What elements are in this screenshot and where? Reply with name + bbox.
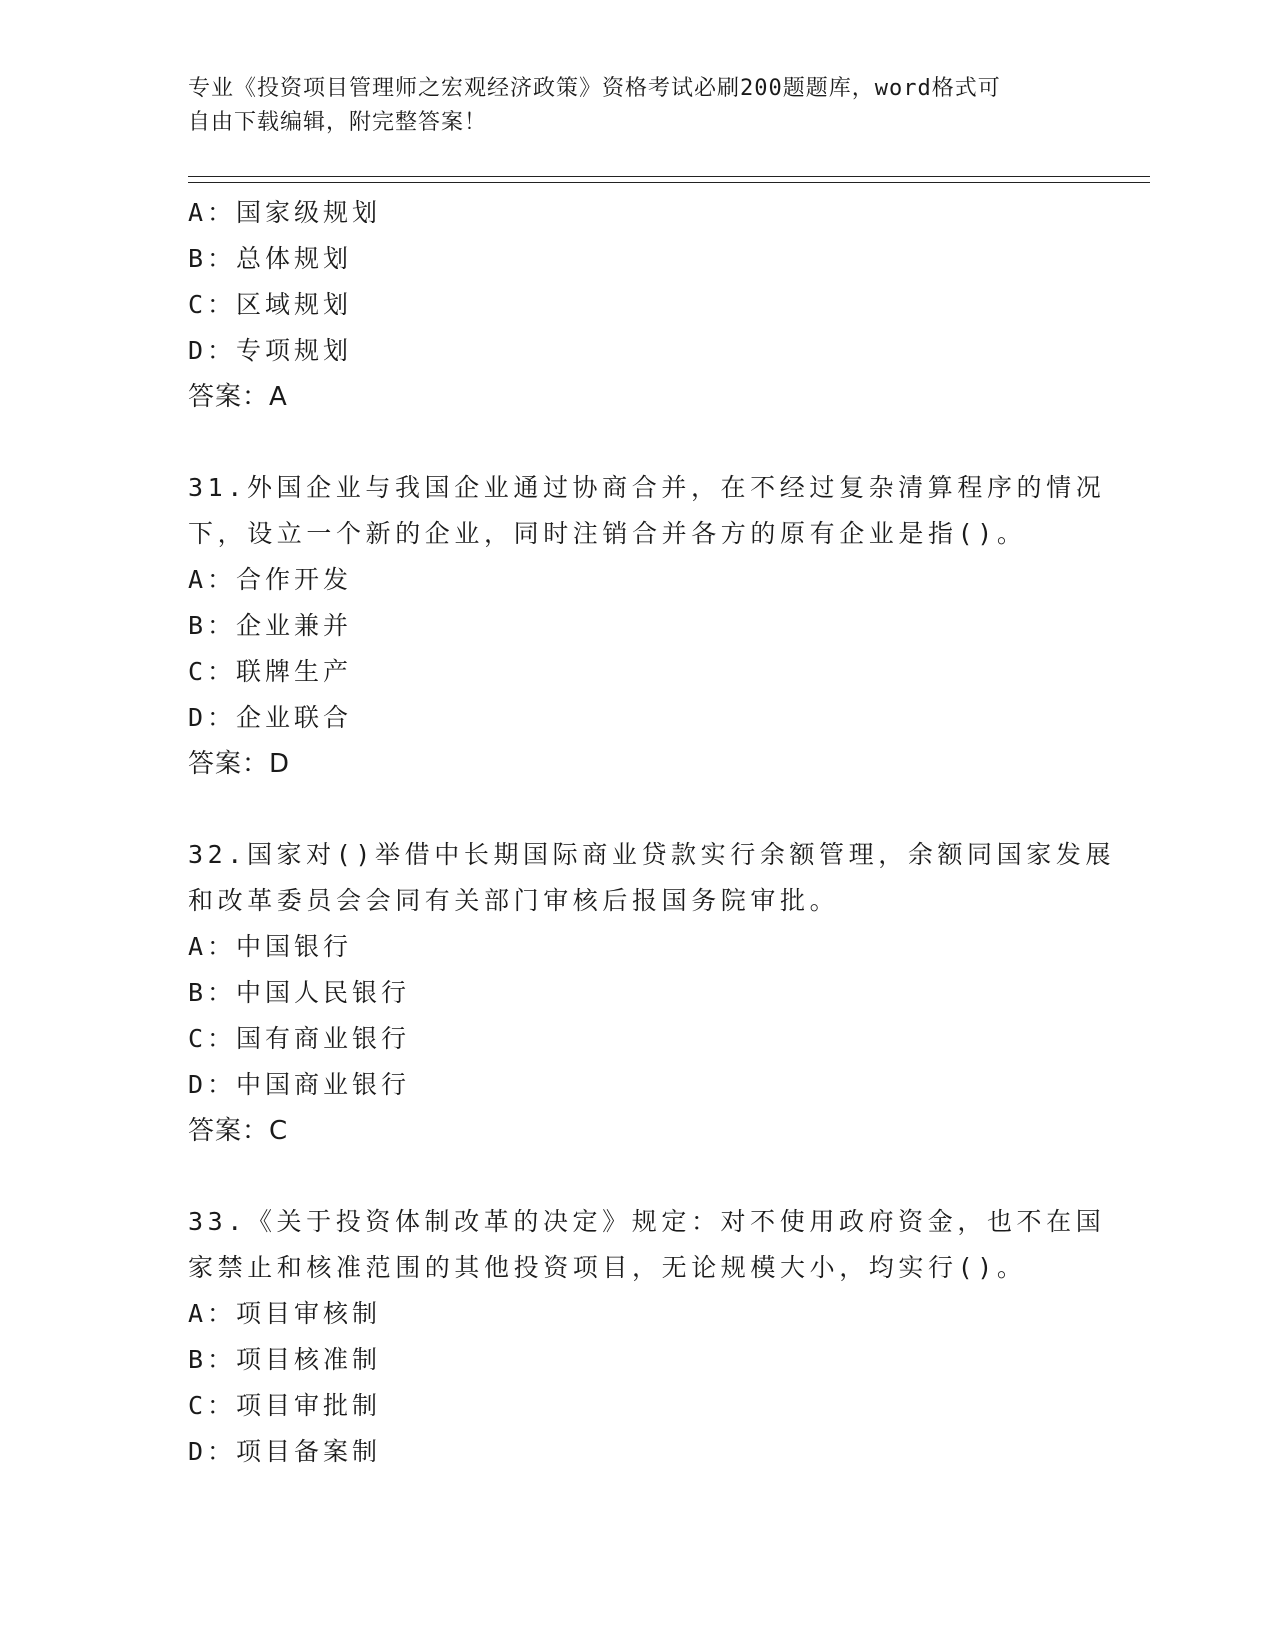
spacer — [188, 787, 1088, 832]
header-line-2: 自由下载编辑，附完整答案！ — [188, 110, 488, 135]
document-header — [188, 72, 1068, 140]
spacer — [188, 1154, 1088, 1199]
option-d: D：项目备案制 — [188, 1437, 382, 1466]
option-c: C：项目审批制 — [188, 1391, 382, 1420]
option-b: B：企业兼并 — [188, 611, 353, 640]
question-stem-line-2: 家禁止和核准范围的其他投资项目，无论规模大小，均实行()。 — [188, 1253, 1027, 1282]
option-d: D：中国商业银行 — [188, 1070, 411, 1099]
answer: 答案：C — [188, 1116, 289, 1146]
question-30 — [188, 190, 1088, 420]
option-c: C：联牌生产 — [188, 657, 353, 686]
option-d: D：专项规划 — [188, 336, 353, 365]
question-stem-line-2: 和改革委员会会同有关部门审核后报国务院审批。 — [188, 886, 840, 915]
option-b: B：项目核准制 — [188, 1345, 382, 1374]
question-stem-line-1: 32.国家对()举借中长期国际商业贷款实行余额管理，余额同国家发展 — [188, 840, 1116, 869]
header-line-1: 专业《投资项目管理师之宏观经济政策》资格考试必刷200题题库，word格式可 — [188, 76, 1001, 101]
option-c: C：国有商业银行 — [188, 1024, 411, 1053]
question-stem-line-1: 31.外国企业与我国企业通过协商合并，在不经过复杂清算程序的情况 — [188, 473, 1106, 502]
option-c: C：区域规划 — [188, 290, 353, 319]
question-stem-line-2: 下，设立一个新的企业，同时注销合并各方的原有企业是指()。 — [188, 519, 1027, 548]
spacer — [188, 420, 1088, 465]
question-stem-line-1: 33.《关于投资体制改革的决定》规定：对不使用政府资金，也不在国 — [188, 1207, 1106, 1236]
option-a: A：合作开发 — [188, 565, 353, 594]
question-31 — [188, 465, 1106, 787]
option-a: A：项目审核制 — [188, 1299, 382, 1328]
header-rule-thin — [188, 182, 1150, 183]
answer: 答案：A — [188, 382, 288, 412]
header-rule-thick — [188, 176, 1150, 177]
option-d: D：企业联合 — [188, 703, 353, 732]
question-list — [188, 190, 1116, 1475]
option-b: B：中国人民银行 — [188, 978, 411, 1007]
option-a: A：国家级规划 — [188, 198, 382, 227]
answer: 答案：D — [188, 749, 291, 779]
question-33 — [188, 1199, 1106, 1475]
option-b: B：总体规划 — [188, 244, 353, 273]
option-a: A：中国银行 — [188, 932, 353, 961]
question-32 — [188, 832, 1116, 1154]
